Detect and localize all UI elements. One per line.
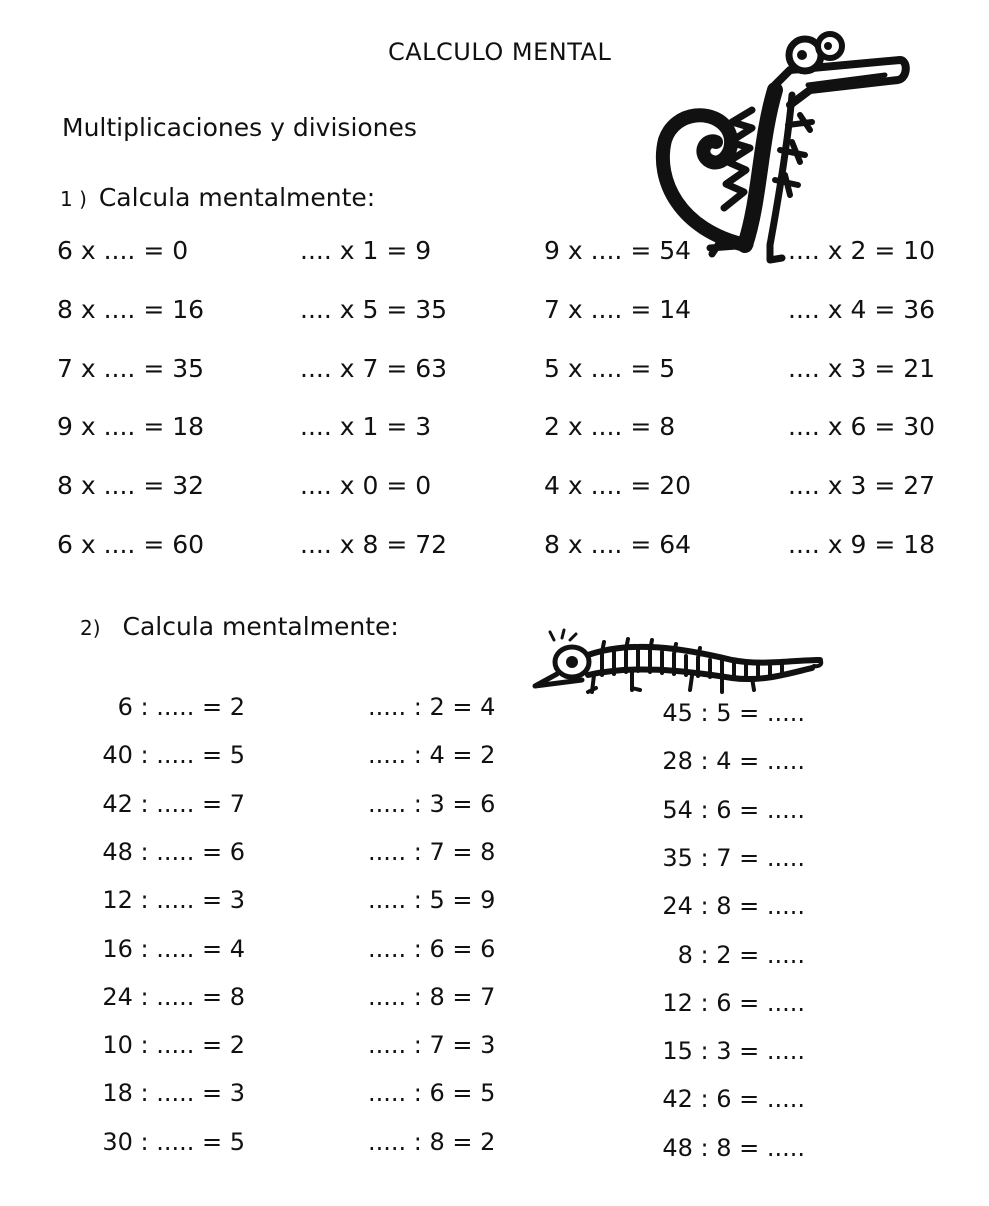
section-1-instruction: Calcula mentalmente: bbox=[98, 183, 376, 212]
section-1-heading bbox=[60, 183, 375, 212]
division-exercise: 28 : 4 = ..... bbox=[662, 747, 805, 776]
lizard-illustration bbox=[532, 630, 827, 700]
division-exercise: 16 : ..... = 4 bbox=[102, 934, 245, 963]
division-exercise: ..... : 8 = 7 bbox=[368, 982, 496, 1011]
division-exercise: 15 : 3 = ..... bbox=[662, 1037, 805, 1066]
multiplication-exercise: .... x 6 = 30 bbox=[788, 412, 936, 442]
division-exercise: 45 : 5 = ..... bbox=[662, 699, 805, 727]
division-exercise: ..... : 4 = 2 bbox=[368, 741, 496, 770]
division-exercise: 30 : ..... = 5 bbox=[102, 1127, 245, 1156]
division-exercise: ..... : 2 = 4 bbox=[368, 693, 496, 721]
page-title: CALCULO MENTAL bbox=[388, 38, 612, 66]
division-exercise: 24 : ..... = 8 bbox=[102, 982, 245, 1011]
division-exercise: 42 : 6 = ..... bbox=[662, 1085, 805, 1114]
multiplication-exercise: .... x 9 = 18 bbox=[788, 530, 936, 559]
section-2-instruction: Calcula mentalmente: bbox=[122, 612, 399, 641]
crocodile-illustration bbox=[640, 30, 920, 265]
multiplication-exercise: .... x 4 = 36 bbox=[788, 294, 936, 324]
division-exercise: 24 : 8 = ..... bbox=[662, 892, 805, 921]
division-exercise: 48 : ..... = 6 bbox=[102, 837, 245, 866]
multiplication-exercise: 8 x .... = 32 bbox=[57, 471, 205, 501]
multiplication-exercise: 7 x .... = 14 bbox=[544, 294, 692, 324]
division-exercise: ..... : 7 = 3 bbox=[368, 1031, 496, 1060]
multiplication-exercise: .... x 5 = 35 bbox=[300, 294, 448, 324]
division-exercise: 54 : 6 = ..... bbox=[662, 795, 805, 824]
multiplication-exercise: 5 x .... = 5 bbox=[544, 353, 676, 383]
division-exercise: 48 : 8 = ..... bbox=[662, 1133, 805, 1162]
multiplication-exercise: 8 x .... = 64 bbox=[544, 530, 692, 559]
multiplication-exercise: .... x 0 = 0 bbox=[300, 471, 432, 501]
multiplication-exercise: .... x 8 = 72 bbox=[300, 530, 448, 559]
multiplication-exercise: .... x 7 = 63 bbox=[300, 353, 448, 383]
multiplication-exercise: 4 x .... = 20 bbox=[544, 471, 692, 501]
multiplication-exercise: .... x 3 = 27 bbox=[788, 471, 936, 501]
division-exercise: 12 : ..... = 3 bbox=[102, 886, 245, 915]
division-exercise: 18 : ..... = 3 bbox=[102, 1079, 245, 1108]
division-exercise: ..... : 5 = 9 bbox=[368, 886, 496, 915]
multiplication-exercise: 8 x .... = 16 bbox=[57, 294, 205, 324]
page-subtitle: Multiplicaciones y divisiones bbox=[62, 113, 417, 142]
section-1-number: 1 ) bbox=[60, 187, 87, 211]
division-exercise: ..... : 6 = 6 bbox=[368, 934, 496, 963]
division-exercise: ..... : 8 = 2 bbox=[368, 1127, 496, 1156]
division-exercise: 8 : 2 = ..... bbox=[677, 940, 805, 969]
division-exercise: 40 : ..... = 5 bbox=[102, 741, 245, 770]
multiplication-exercise: 2 x .... = 8 bbox=[544, 412, 676, 442]
multiplication-exercise: 6 x .... = 60 bbox=[57, 530, 205, 559]
division-exercise: ..... : 7 = 8 bbox=[368, 837, 496, 866]
multiplication-exercise: .... x 1 = 3 bbox=[300, 412, 432, 442]
division-exercise: ..... : 6 = 5 bbox=[368, 1079, 496, 1108]
multiplication-exercise: 9 x .... = 54 bbox=[544, 236, 692, 265]
division-exercise: 10 : ..... = 2 bbox=[102, 1031, 245, 1060]
multiplication-exercise: .... x 1 = 9 bbox=[300, 236, 432, 265]
section-2-heading bbox=[80, 612, 399, 641]
division-exercise: ..... : 3 = 6 bbox=[368, 789, 496, 818]
multiplication-exercise: .... x 3 = 21 bbox=[788, 353, 936, 383]
multiplication-exercise: 6 x .... = 0 bbox=[57, 236, 189, 265]
multiplication-exercise: 9 x .... = 18 bbox=[57, 412, 205, 442]
section-2-number: 2) bbox=[80, 616, 101, 640]
multiplication-exercise: .... x 2 = 10 bbox=[788, 236, 936, 265]
division-exercise: 12 : 6 = ..... bbox=[662, 988, 805, 1017]
multiplication-exercise: 7 x .... = 35 bbox=[57, 353, 205, 383]
division-exercise: 42 : ..... = 7 bbox=[102, 789, 245, 818]
division-exercise: 35 : 7 = ..... bbox=[662, 843, 805, 872]
division-exercise: 6 : ..... = 2 bbox=[117, 693, 245, 721]
